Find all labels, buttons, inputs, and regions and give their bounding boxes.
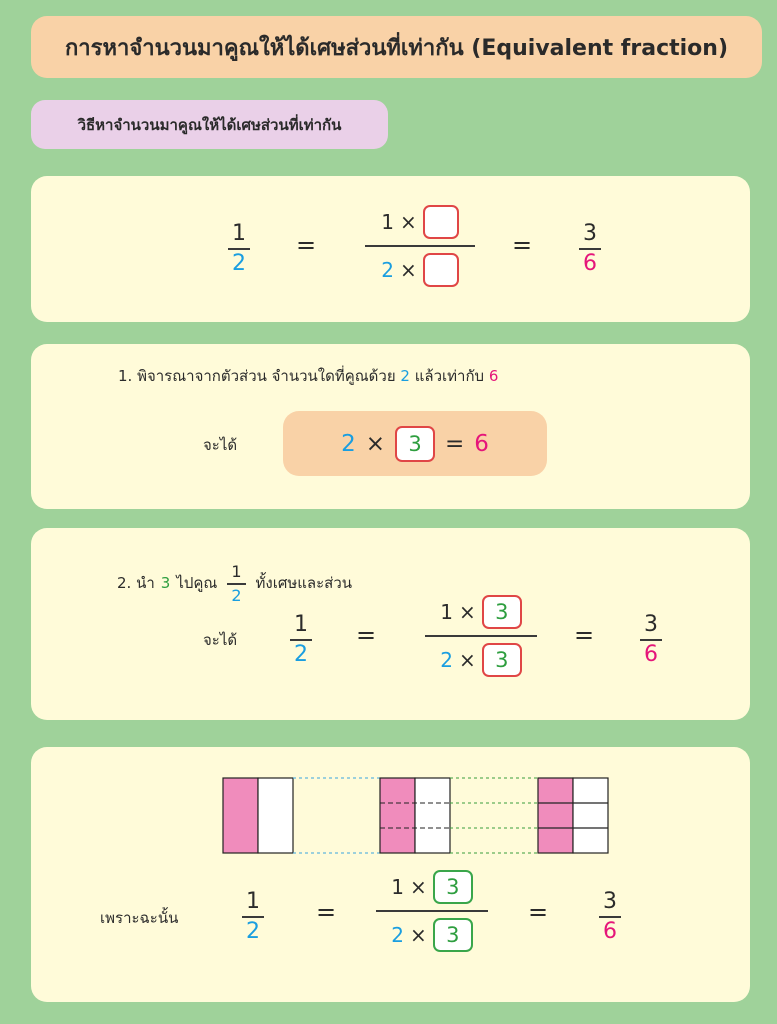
step2-right-fraction xyxy=(640,612,662,666)
fraction-denominator: 2 xyxy=(294,641,308,667)
step1-calculation xyxy=(283,411,547,476)
times-sign: × xyxy=(409,875,427,899)
step1-denominator: 2 xyxy=(400,367,410,385)
times-sign: × xyxy=(458,647,476,672)
fraction-bar xyxy=(376,910,488,912)
step1-target: 6 xyxy=(488,367,499,385)
step2-multiplier: 3 xyxy=(160,573,171,592)
top-right-fraction xyxy=(579,221,601,275)
step2-text: ไปคูณ xyxy=(176,573,218,592)
fraction-numerator: 3 xyxy=(583,221,597,246)
equals-sign: = xyxy=(356,621,377,649)
step1-text: 1. พิจารณาจากตัวส่วน จำนวนใดที่คูณด้วย xyxy=(118,367,396,385)
denominator-answer-box: 3 xyxy=(433,918,473,952)
times-sign: × xyxy=(458,600,476,624)
conclusion-middle-fraction xyxy=(376,868,488,954)
step1-text: แล้วเท่ากับ xyxy=(414,367,485,385)
shaded-part xyxy=(538,778,573,853)
fraction-denominator: 2 xyxy=(246,918,260,944)
numerator-answer-box: 3 xyxy=(433,870,473,904)
top-left-fraction xyxy=(228,221,250,275)
conclusion-label: เพราะฉะนั้น xyxy=(100,909,179,927)
fraction-numerator: 1 xyxy=(246,889,260,914)
page-title: การหาจำนวนมาคูณให้ได้เศษส่วนที่เท่ากัน (Equivalent fraction) xyxy=(64,35,729,61)
step2-left-fraction xyxy=(290,612,312,666)
step2-text: ทั้งเศษและส่วน xyxy=(255,573,353,592)
subtitle-text: วิธีหาจำนวนมาคูณให้ได้เศษส่วนที่เท่ากัน xyxy=(77,115,342,134)
shaded-part xyxy=(380,778,415,853)
conclusion-left-fraction xyxy=(242,889,264,943)
step2-middle-fraction xyxy=(425,593,537,679)
step1-instruction xyxy=(118,364,498,388)
shaded-part xyxy=(223,778,258,853)
fraction-numerator: 1 xyxy=(232,221,246,246)
equals-sign: = xyxy=(316,898,337,926)
fraction-denominator: 6 xyxy=(603,918,617,944)
denominator-answer-box[interactable] xyxy=(423,253,459,287)
equals-sign: = xyxy=(528,898,549,926)
calc-result: 6 xyxy=(474,430,489,457)
fraction-numerator: 3 xyxy=(644,612,658,637)
denominator-value: 2 xyxy=(440,647,453,672)
unshaded-part xyxy=(415,778,450,853)
numerator-value: 1 xyxy=(440,600,453,624)
section-subtitle xyxy=(31,100,388,149)
denominator-value: 2 xyxy=(391,922,404,947)
calc-answer-box: 3 xyxy=(395,426,435,462)
denominator-answer-box: 3 xyxy=(482,643,522,677)
fraction-numerator: 1 xyxy=(294,612,308,637)
step1-result-label: จะได้ xyxy=(203,436,238,454)
fraction-denominator: 2 xyxy=(231,585,242,605)
numerator-answer-box[interactable] xyxy=(423,205,459,239)
fraction-denominator: 6 xyxy=(583,250,597,276)
step2-text: 2. นำ xyxy=(117,573,155,592)
calc-operand: 2 xyxy=(341,430,356,457)
times-sign: × xyxy=(409,922,427,947)
equals-sign: = xyxy=(296,231,317,259)
fraction-denominator: 2 xyxy=(232,250,246,276)
fraction-denominator: 6 xyxy=(644,641,658,667)
fraction-numerator: 3 xyxy=(603,889,617,914)
fraction-model-diagram xyxy=(215,770,615,860)
step2-inline-fraction xyxy=(227,562,245,604)
equals-sign: = xyxy=(574,621,595,649)
equals-sign: = xyxy=(512,231,533,259)
fraction-numerator: 1 xyxy=(231,562,242,581)
numerator-answer-box: 3 xyxy=(482,595,522,629)
fraction-bar xyxy=(425,635,537,637)
equals-sign: = xyxy=(445,430,465,457)
unshaded-part xyxy=(573,778,608,853)
numerator-value: 1 xyxy=(391,875,404,899)
times-sign: × xyxy=(365,430,385,457)
conclusion-right-fraction xyxy=(599,889,621,943)
times-sign: × xyxy=(399,257,417,282)
numerator-value: 1 xyxy=(381,210,394,234)
times-sign: × xyxy=(399,210,417,234)
half-model xyxy=(223,778,293,853)
sixths-model xyxy=(538,778,608,853)
top-middle-fraction xyxy=(365,203,475,289)
step2-result-label: จะได้ xyxy=(203,631,238,649)
unshaded-part xyxy=(258,778,293,853)
step2-instruction xyxy=(117,562,352,604)
denominator-value: 2 xyxy=(381,257,394,282)
page-title-bar xyxy=(31,16,762,78)
fraction-bar xyxy=(365,245,475,247)
split-model xyxy=(380,778,450,853)
